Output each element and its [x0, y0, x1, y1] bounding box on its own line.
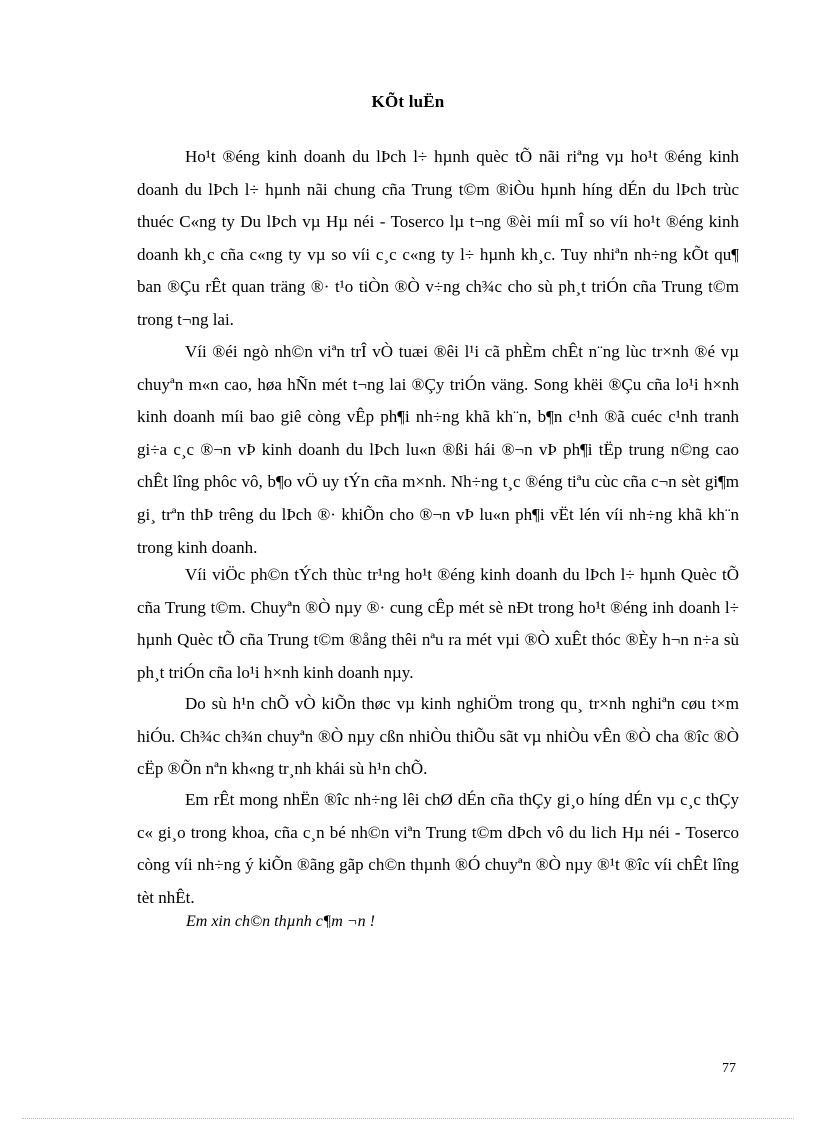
paragraph-3: Víi viÖc ph©n tÝch thùc tr¹ng ho¹t ®éng kinh doanh du lÞch l÷ hµnh Quèc tÕ cña Trung t©m. Chuyªn ®Ò nµy ®· cung cÊp mét sè nÐt trong ho¹t ®éng inh doanh l÷ hµnh Quèc tÕ cña Trung t©m ®ång thêi nªu ra mét vµi ®Ò xuÊt thóc ®Èy h¬n n÷a sù ph¸t triÓn cña lo¹i h×nh kinh doanh nµy.	[137, 565, 739, 682]
page-title: KÕt luËn	[371, 92, 445, 111]
paragraph-4: Do sù h¹n chÕ vÒ kiÕn thøc vµ kinh nghiÖm trong qu¸ tr×nh nghiªn cøu t×m hiÓu. Ch¾c ch¾n chuyªn ®Ò nµy cßn nhiÒu thiÕu sãt vµ nhiÒu vÊn ®Ò cha ®îc ®Ò cËp ®Õn nªn kh«ng tr¸nh khái sù h¹n chÕ.	[137, 694, 739, 779]
page-bottom-divider	[22, 1118, 794, 1119]
paragraph-2: Víi ®éi ngò nh©n viªn trÎ vÒ tuæi ®êi l¹i cã phÈm chÊt n¨ng lùc tr×nh ®é vµ chuyªn m«n cao, høa hÑn mét t¬ng lai ®Çy triÓn väng. Song khëi ®Çu cña lo¹i h×nh kinh doanh míi bao giê còng vÊp ph¶i nh÷ng khã kh¨n, b¶n c¹nh ®ã cuéc c¹nh tranh gi÷a c¸c ®¬n vÞ kinh doanh du lÞch lu«n ®ßi hái ®¬n vÞ ph¶i tËp trung n©ng cao chÊt lîng phôc vô, b¶o vÖ uy tÝn cña m×nh. Nh÷ng t¸c ®éng tiªu cùc cña c¬n sèt gi¶m gi¸ trªn thÞ trêng du lÞch ®· khiÕn cho ®¬n vÞ lu«n ph¶i vËt lén víi nh÷ng khã kh¨n trong kinh doanh.	[137, 342, 739, 557]
page-number: 77	[722, 1061, 736, 1076]
paragraph-5: Em rÊt mong nhËn ®îc nh÷ng lêi chØ dÉn cña thÇy gi¸o híng dÉn vµ c¸c thÇy c« gi¸o trong khoa, cña c¸n bé nh©n viªn Trung t©m dÞch vô du lich Hµ néi - Toserco còng víi nh÷ng ý kiÕn ®ãng gãp ch©n thµnh ®Ó chuyªn ®Ò nµy ®¹t ®îc víi chÊt lîng tèt nhÊt.	[137, 790, 739, 907]
paragraph-1: Ho¹t ®éng kinh doanh du lÞch l÷ hµnh quèc tÕ nãi riªng vµ ho¹t ®éng kinh doanh du lÞch l÷ hµnh nãi chung cña Trung t©m ®iÒu hµnh híng dÉn du lÞch trùc thuéc C«ng ty Du lÞch vµ Hµ néi - Toserco lµ t¬ng ®èi míi mÎ so víi ho¹t ®éng kinh doanh kh¸c cña c«ng ty vµ so víi c¸c c«ng ty l÷ hµnh kh¸c. Tuy nhiªn nh÷ng kÕt qu¶ ban ®Çu rÊt quan träng ®· t¹o tiÒn ®Ò v÷ng ch¾c cho sù ph¸t triÓn cña Trung t©m trong t¬ng lai.	[137, 147, 739, 329]
closing-line: Em xin ch©n thµnh c¶m ¬n !	[186, 913, 375, 930]
